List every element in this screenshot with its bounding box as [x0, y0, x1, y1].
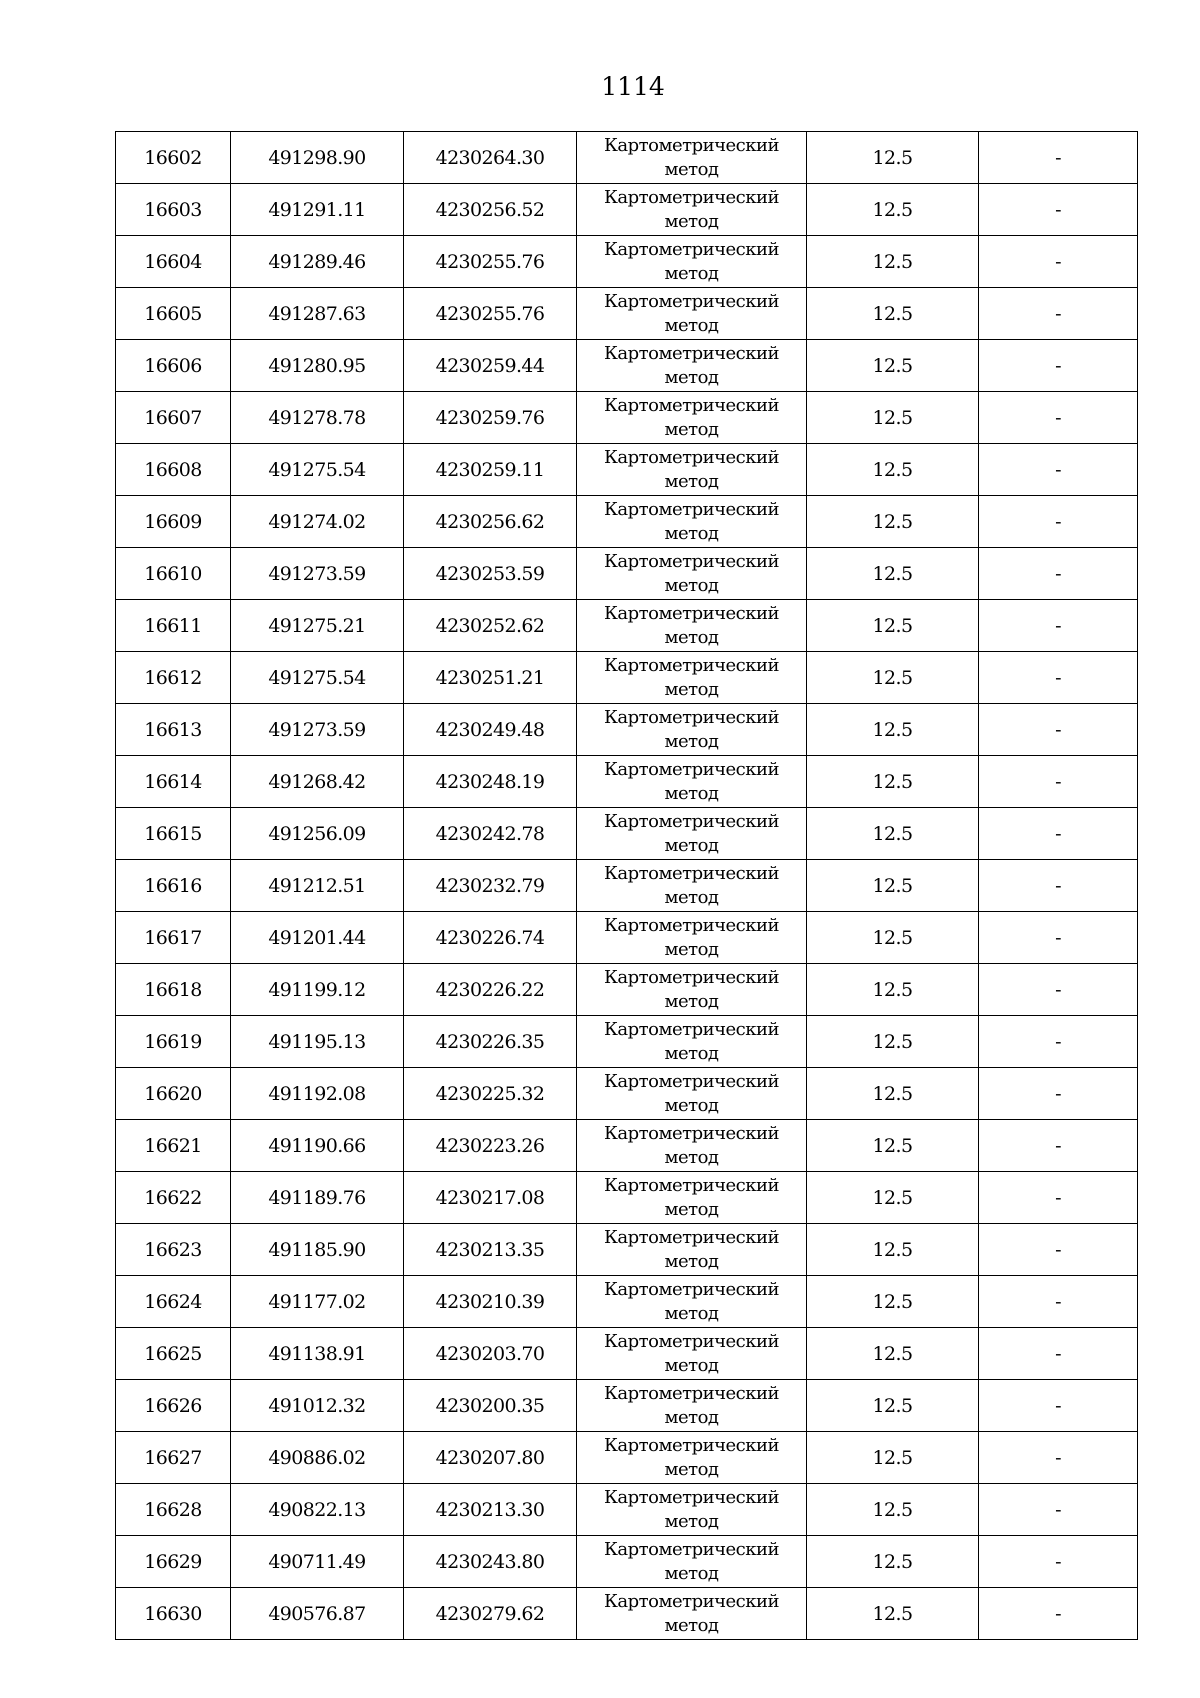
- method-line2: метод: [664, 1458, 719, 1480]
- note-cell: -: [979, 340, 1138, 392]
- method-cell: [577, 964, 807, 1016]
- accuracy-cell: 12.5: [807, 704, 979, 756]
- x-coordinate-cell: 491189.76: [231, 1172, 404, 1224]
- note-cell: -: [979, 392, 1138, 444]
- y-coordinate-cell: 4230243.80: [404, 1536, 577, 1588]
- method-cell: [577, 756, 807, 808]
- note-cell: -: [979, 1224, 1138, 1276]
- point-number-cell: 16605: [116, 288, 231, 340]
- y-coordinate-cell: 4230253.59: [404, 548, 577, 600]
- method-line1: Картометрический: [604, 290, 779, 312]
- method-cell: [577, 1536, 807, 1588]
- table-row: [116, 808, 1138, 860]
- table-row: [116, 184, 1138, 236]
- y-coordinate-cell: 4230225.32: [404, 1068, 577, 1120]
- x-coordinate-cell: 491192.08: [231, 1068, 404, 1120]
- accuracy-cell: 12.5: [807, 860, 979, 912]
- method-cell: [577, 1224, 807, 1276]
- note-cell: -: [979, 1276, 1138, 1328]
- table-row: [116, 1068, 1138, 1120]
- method-line1: Картометрический: [604, 758, 779, 780]
- table-row: [116, 652, 1138, 704]
- y-coordinate-cell: 4230217.08: [404, 1172, 577, 1224]
- x-coordinate-cell: 491273.59: [231, 704, 404, 756]
- x-coordinate-cell: 491298.90: [231, 132, 404, 184]
- method-line1: Картометрический: [604, 654, 779, 676]
- x-coordinate-cell: 491138.91: [231, 1328, 404, 1380]
- note-cell: -: [979, 1380, 1138, 1432]
- y-coordinate-cell: 4230242.78: [404, 808, 577, 860]
- x-coordinate-cell: 490822.13: [231, 1484, 404, 1536]
- note-cell: -: [979, 184, 1138, 236]
- point-number-cell: 16609: [116, 496, 231, 548]
- point-number-cell: 16606: [116, 340, 231, 392]
- accuracy-cell: 12.5: [807, 1432, 979, 1484]
- method-line2: метод: [664, 1146, 719, 1168]
- point-number-cell: 16629: [116, 1536, 231, 1588]
- method-cell: [577, 1120, 807, 1172]
- accuracy-cell: 12.5: [807, 392, 979, 444]
- x-coordinate-cell: 491195.13: [231, 1016, 404, 1068]
- note-cell: -: [979, 1328, 1138, 1380]
- table-row: [116, 548, 1138, 600]
- y-coordinate-cell: 4230223.26: [404, 1120, 577, 1172]
- method-cell: [577, 1328, 807, 1380]
- method-line2: метод: [664, 210, 719, 232]
- method-cell: [577, 340, 807, 392]
- table-row: [116, 704, 1138, 756]
- point-number-cell: 16604: [116, 236, 231, 288]
- method-line2: метод: [664, 1406, 719, 1428]
- point-number-cell: 16614: [116, 756, 231, 808]
- accuracy-cell: 12.5: [807, 1276, 979, 1328]
- method-cell: [577, 600, 807, 652]
- point-number-cell: 16613: [116, 704, 231, 756]
- note-cell: -: [979, 496, 1138, 548]
- point-number-cell: 16615: [116, 808, 231, 860]
- coordinates-table: [115, 131, 1138, 1640]
- table-row: [116, 236, 1138, 288]
- table-row: [116, 392, 1138, 444]
- point-number-cell: 16603: [116, 184, 231, 236]
- table-row: [116, 132, 1138, 184]
- method-line2: метод: [664, 886, 719, 908]
- point-number-cell: 16620: [116, 1068, 231, 1120]
- method-line2: метод: [664, 1042, 719, 1064]
- note-cell: -: [979, 1588, 1138, 1640]
- y-coordinate-cell: 4230226.74: [404, 912, 577, 964]
- method-line2: метод: [664, 1094, 719, 1116]
- method-cell: [577, 444, 807, 496]
- table-row: [116, 600, 1138, 652]
- method-line2: метод: [664, 1562, 719, 1584]
- method-cell: [577, 1016, 807, 1068]
- method-line2: метод: [664, 1614, 719, 1636]
- point-number-cell: 16623: [116, 1224, 231, 1276]
- y-coordinate-cell: 4230255.76: [404, 288, 577, 340]
- y-coordinate-cell: 4230279.62: [404, 1588, 577, 1640]
- method-cell: [577, 1484, 807, 1536]
- note-cell: -: [979, 1120, 1138, 1172]
- method-cell: [577, 236, 807, 288]
- note-cell: -: [979, 1432, 1138, 1484]
- accuracy-cell: 12.5: [807, 444, 979, 496]
- method-line1: Картометрический: [604, 706, 779, 728]
- method-line2: метод: [664, 418, 719, 440]
- x-coordinate-cell: 491274.02: [231, 496, 404, 548]
- method-line2: метод: [664, 470, 719, 492]
- x-coordinate-cell: 490576.87: [231, 1588, 404, 1640]
- note-cell: -: [979, 288, 1138, 340]
- y-coordinate-cell: 4230259.44: [404, 340, 577, 392]
- y-coordinate-cell: 4230252.62: [404, 600, 577, 652]
- table-row: [116, 1120, 1138, 1172]
- method-line2: метод: [664, 938, 719, 960]
- note-cell: -: [979, 860, 1138, 912]
- method-cell: [577, 184, 807, 236]
- point-number-cell: 16625: [116, 1328, 231, 1380]
- y-coordinate-cell: 4230213.35: [404, 1224, 577, 1276]
- method-cell: [577, 548, 807, 600]
- y-coordinate-cell: 4230210.39: [404, 1276, 577, 1328]
- accuracy-cell: 12.5: [807, 1588, 979, 1640]
- x-coordinate-cell: 490711.49: [231, 1536, 404, 1588]
- x-coordinate-cell: 491185.90: [231, 1224, 404, 1276]
- method-line1: Картометрический: [604, 342, 779, 364]
- method-line1: Картометрический: [604, 1330, 779, 1352]
- x-coordinate-cell: 490886.02: [231, 1432, 404, 1484]
- x-coordinate-cell: 491289.46: [231, 236, 404, 288]
- point-number-cell: 16626: [116, 1380, 231, 1432]
- x-coordinate-cell: 491275.54: [231, 652, 404, 704]
- point-number-cell: 16619: [116, 1016, 231, 1068]
- table-row: [116, 496, 1138, 548]
- x-coordinate-cell: 491275.21: [231, 600, 404, 652]
- method-line1: Картометрический: [604, 134, 779, 156]
- method-line1: Картометрический: [604, 1018, 779, 1040]
- table-row: [116, 1328, 1138, 1380]
- method-line1: Картометрический: [604, 550, 779, 572]
- accuracy-cell: 12.5: [807, 1016, 979, 1068]
- accuracy-cell: 12.5: [807, 1068, 979, 1120]
- y-coordinate-cell: 4230249.48: [404, 704, 577, 756]
- accuracy-cell: 12.5: [807, 340, 979, 392]
- table-row: [116, 860, 1138, 912]
- note-cell: -: [979, 1536, 1138, 1588]
- method-line1: Картометрический: [604, 446, 779, 468]
- method-cell: [577, 704, 807, 756]
- method-cell: [577, 912, 807, 964]
- x-coordinate-cell: 491268.42: [231, 756, 404, 808]
- method-cell: [577, 1276, 807, 1328]
- table-row: [116, 340, 1138, 392]
- accuracy-cell: 12.5: [807, 236, 979, 288]
- x-coordinate-cell: 491212.51: [231, 860, 404, 912]
- note-cell: -: [979, 912, 1138, 964]
- table-row: [116, 1484, 1138, 1536]
- x-coordinate-cell: 491201.44: [231, 912, 404, 964]
- accuracy-cell: 12.5: [807, 1224, 979, 1276]
- method-cell: [577, 1588, 807, 1640]
- note-cell: -: [979, 1484, 1138, 1536]
- accuracy-cell: 12.5: [807, 964, 979, 1016]
- note-cell: -: [979, 444, 1138, 496]
- accuracy-cell: 12.5: [807, 1484, 979, 1536]
- method-line1: Картометрический: [604, 862, 779, 884]
- y-coordinate-cell: 4230203.70: [404, 1328, 577, 1380]
- method-line2: метод: [664, 1510, 719, 1532]
- y-coordinate-cell: 4230226.35: [404, 1016, 577, 1068]
- note-cell: -: [979, 132, 1138, 184]
- accuracy-cell: 12.5: [807, 756, 979, 808]
- note-cell: -: [979, 548, 1138, 600]
- x-coordinate-cell: 491275.54: [231, 444, 404, 496]
- note-cell: -: [979, 1016, 1138, 1068]
- note-cell: -: [979, 1068, 1138, 1120]
- method-line2: метод: [664, 1354, 719, 1376]
- x-coordinate-cell: 491177.02: [231, 1276, 404, 1328]
- accuracy-cell: 12.5: [807, 652, 979, 704]
- point-number-cell: 16616: [116, 860, 231, 912]
- accuracy-cell: 12.5: [807, 808, 979, 860]
- method-line1: Картометрический: [604, 186, 779, 208]
- note-cell: -: [979, 1172, 1138, 1224]
- method-line1: Картометрический: [604, 1278, 779, 1300]
- table-row: [116, 1016, 1138, 1068]
- y-coordinate-cell: 4230259.76: [404, 392, 577, 444]
- accuracy-cell: 12.5: [807, 288, 979, 340]
- table-row: [116, 1588, 1138, 1640]
- method-line1: Картометрический: [604, 1590, 779, 1612]
- note-cell: -: [979, 652, 1138, 704]
- point-number-cell: 16628: [116, 1484, 231, 1536]
- point-number-cell: 16607: [116, 392, 231, 444]
- method-line2: метод: [664, 730, 719, 752]
- method-line1: Картометрический: [604, 602, 779, 624]
- accuracy-cell: 12.5: [807, 1328, 979, 1380]
- x-coordinate-cell: 491291.11: [231, 184, 404, 236]
- accuracy-cell: 12.5: [807, 548, 979, 600]
- method-line1: Картометрический: [604, 966, 779, 988]
- point-number-cell: 16608: [116, 444, 231, 496]
- note-cell: -: [979, 964, 1138, 1016]
- table-row: [116, 1276, 1138, 1328]
- point-number-cell: 16617: [116, 912, 231, 964]
- method-line2: метод: [664, 782, 719, 804]
- method-cell: [577, 1432, 807, 1484]
- method-line2: метод: [664, 1198, 719, 1220]
- point-number-cell: 16618: [116, 964, 231, 1016]
- accuracy-cell: 12.5: [807, 1380, 979, 1432]
- x-coordinate-cell: 491256.09: [231, 808, 404, 860]
- table-row: [116, 1432, 1138, 1484]
- y-coordinate-cell: 4230255.76: [404, 236, 577, 288]
- method-line1: Картометрический: [604, 1174, 779, 1196]
- accuracy-cell: 12.5: [807, 912, 979, 964]
- x-coordinate-cell: 491273.59: [231, 548, 404, 600]
- x-coordinate-cell: 491199.12: [231, 964, 404, 1016]
- table-row: [116, 1172, 1138, 1224]
- y-coordinate-cell: 4230232.79: [404, 860, 577, 912]
- x-coordinate-cell: 491012.32: [231, 1380, 404, 1432]
- point-number-cell: 16612: [116, 652, 231, 704]
- y-coordinate-cell: 4230251.21: [404, 652, 577, 704]
- method-cell: [577, 808, 807, 860]
- method-line1: Картометрический: [604, 1434, 779, 1456]
- accuracy-cell: 12.5: [807, 132, 979, 184]
- accuracy-cell: 12.5: [807, 184, 979, 236]
- note-cell: -: [979, 600, 1138, 652]
- method-line1: Картометрический: [604, 498, 779, 520]
- method-line2: метод: [664, 678, 719, 700]
- point-number-cell: 16622: [116, 1172, 231, 1224]
- method-cell: [577, 1380, 807, 1432]
- accuracy-cell: 12.5: [807, 600, 979, 652]
- method-line2: метод: [664, 626, 719, 648]
- method-line2: метод: [664, 990, 719, 1012]
- accuracy-cell: 12.5: [807, 1536, 979, 1588]
- method-line2: метод: [664, 1302, 719, 1324]
- method-cell: [577, 288, 807, 340]
- method-cell: [577, 132, 807, 184]
- method-cell: [577, 1172, 807, 1224]
- point-number-cell: 16627: [116, 1432, 231, 1484]
- y-coordinate-cell: 4230248.19: [404, 756, 577, 808]
- note-cell: -: [979, 236, 1138, 288]
- table-row: [116, 1380, 1138, 1432]
- accuracy-cell: 12.5: [807, 1120, 979, 1172]
- table-row: [116, 964, 1138, 1016]
- method-line1: Картометрический: [604, 238, 779, 260]
- method-cell: [577, 496, 807, 548]
- point-number-cell: 16610: [116, 548, 231, 600]
- table-row: [116, 756, 1138, 808]
- method-line1: Картометрический: [604, 1382, 779, 1404]
- y-coordinate-cell: 4230213.30: [404, 1484, 577, 1536]
- accuracy-cell: 12.5: [807, 1172, 979, 1224]
- method-line1: Картометрический: [604, 1538, 779, 1560]
- method-cell: [577, 1068, 807, 1120]
- x-coordinate-cell: 491190.66: [231, 1120, 404, 1172]
- table-row: [116, 1224, 1138, 1276]
- method-line2: метод: [664, 262, 719, 284]
- y-coordinate-cell: 4230259.11: [404, 444, 577, 496]
- point-number-cell: 16630: [116, 1588, 231, 1640]
- method-cell: [577, 392, 807, 444]
- point-number-cell: 16611: [116, 600, 231, 652]
- method-line2: метод: [664, 158, 719, 180]
- point-number-cell: 16624: [116, 1276, 231, 1328]
- page-number: 1114: [601, 72, 665, 101]
- y-coordinate-cell: 4230264.30: [404, 132, 577, 184]
- x-coordinate-cell: 491278.78: [231, 392, 404, 444]
- method-line2: метод: [664, 314, 719, 336]
- method-cell: [577, 860, 807, 912]
- note-cell: -: [979, 704, 1138, 756]
- method-line1: Картометрический: [604, 810, 779, 832]
- method-line2: метод: [664, 366, 719, 388]
- method-line1: Картометрический: [604, 394, 779, 416]
- method-line1: Картометрический: [604, 1226, 779, 1248]
- method-line2: метод: [664, 1250, 719, 1272]
- method-line1: Картометрический: [604, 1122, 779, 1144]
- point-number-cell: 16602: [116, 132, 231, 184]
- accuracy-cell: 12.5: [807, 496, 979, 548]
- x-coordinate-cell: 491287.63: [231, 288, 404, 340]
- y-coordinate-cell: 4230226.22: [404, 964, 577, 1016]
- y-coordinate-cell: 4230256.52: [404, 184, 577, 236]
- method-line1: Картометрический: [604, 1486, 779, 1508]
- y-coordinate-cell: 4230207.80: [404, 1432, 577, 1484]
- method-line1: Картометрический: [604, 1070, 779, 1092]
- y-coordinate-cell: 4230256.62: [404, 496, 577, 548]
- method-cell: [577, 652, 807, 704]
- table-row: [116, 288, 1138, 340]
- table-row: [116, 444, 1138, 496]
- method-line2: метод: [664, 522, 719, 544]
- table-row: [116, 1536, 1138, 1588]
- table-row: [116, 912, 1138, 964]
- method-line2: метод: [664, 834, 719, 856]
- note-cell: -: [979, 756, 1138, 808]
- point-number-cell: 16621: [116, 1120, 231, 1172]
- y-coordinate-cell: 4230200.35: [404, 1380, 577, 1432]
- note-cell: -: [979, 808, 1138, 860]
- method-line1: Картометрический: [604, 914, 779, 936]
- x-coordinate-cell: 491280.95: [231, 340, 404, 392]
- method-line2: метод: [664, 574, 719, 596]
